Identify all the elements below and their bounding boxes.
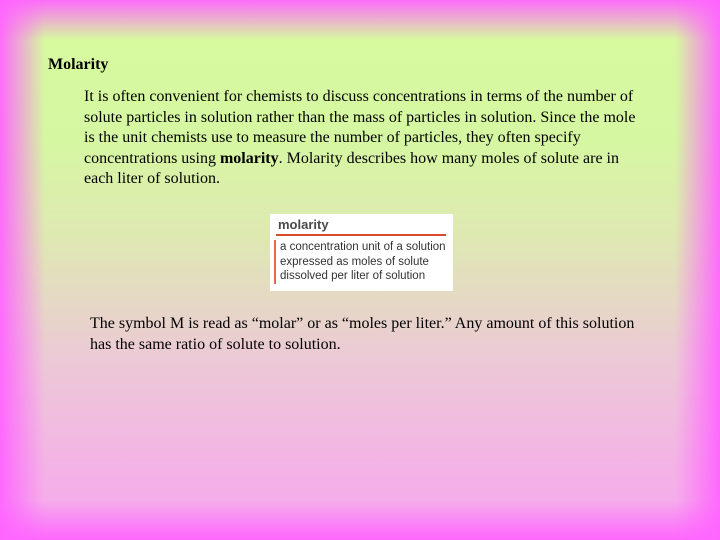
intro-paragraph <box>84 87 644 190</box>
slide-title: Molarity <box>48 56 109 73</box>
intro-text-start: It is often convenient for chemists to discuss concentrations in terms of the number of solute particles in solution rather than the mass of particles in solution. Since the mole is the unit chemists use to measure the number of particles, they often specify concentrations using <box>84 88 636 167</box>
definition-line: dissolved per liter of solution <box>280 270 426 282</box>
definition-text <box>274 240 453 284</box>
definition-line: a concentration unit of a solution <box>280 241 446 253</box>
definition-term: molarity <box>278 217 329 232</box>
definition-line: expressed as moles of solute <box>280 255 429 268</box>
definition-divider <box>276 234 446 236</box>
intro-text-end: . Molarity describes how many moles of solute are in each liter of solution. <box>84 149 619 187</box>
molarity-term-bold: molarity <box>219 149 279 167</box>
definition-box <box>270 214 453 291</box>
symbol-paragraph: The symbol M is read as “molar” or as “moles per liter.” Any amount of this solution has the same ratio of solute to solution. <box>90 315 635 353</box>
